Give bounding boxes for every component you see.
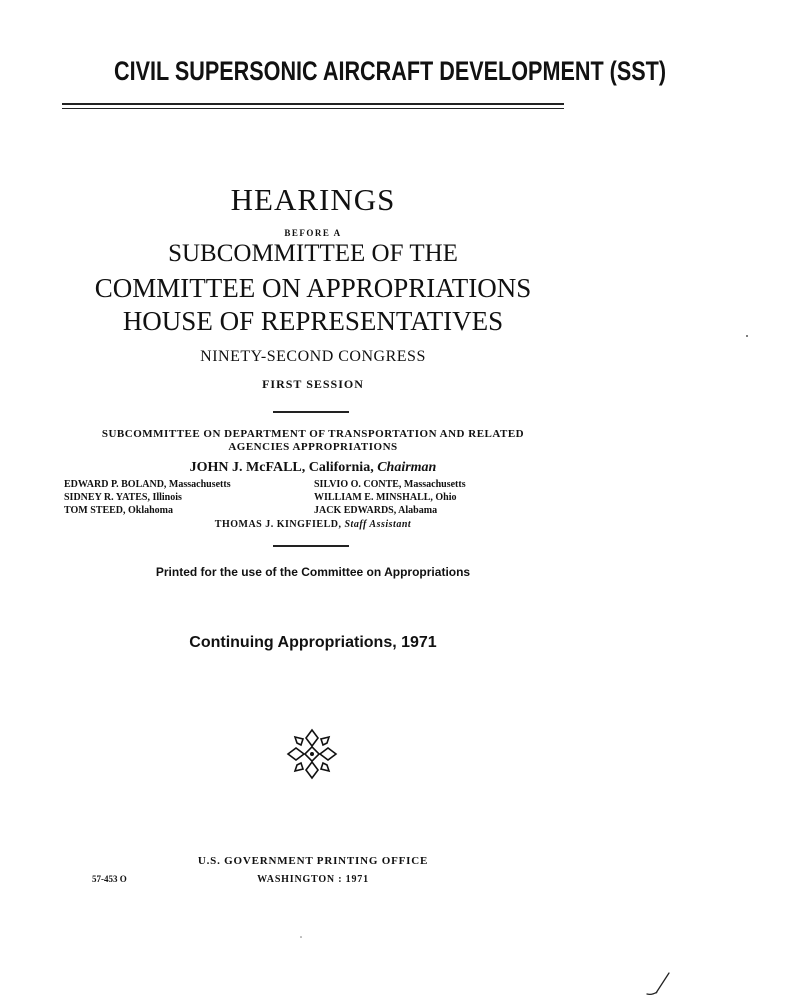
place-date-line: WASHINGTON : 1971 [257,874,369,885]
hearings-heading: HEARINGS [230,182,396,217]
member-name: WILLIAM E. MINSHALL, Ohio [314,492,457,503]
pencil-check-mark [645,970,671,998]
members-right-column [314,478,466,517]
speck-mark [299,935,303,939]
printer-ornament-icon [286,728,338,780]
chairman-name: JOHN J. McFALL, California, [189,460,378,475]
document-subtitle: Continuing Appropriations, 1971 [189,634,437,651]
subcommittee-of-heading: SUBCOMMITTEE OF THE [168,240,458,267]
committee-heading: COMMITTEE ON APPROPRIATIONS [94,273,532,303]
title-double-rule [62,103,564,109]
members-left-column [64,478,231,517]
printer-line: U.S. GOVERNMENT PRINTING OFFICE [197,855,429,867]
staff-title: Staff Assistant [344,519,412,530]
member-name: TOM STEED, Oklahoma [64,505,174,516]
document-title: CIVIL SUPERSONIC AIRCRAFT DEVELOPMENT (SST) [114,56,667,86]
section-rule-top [273,411,349,413]
section-rule-bottom [273,545,349,547]
subcommittee-name-line1: SUBCOMMITTEE ON DEPARTMENT OF TRANSPORTATION AND RELATED [101,428,525,440]
member-name: SILVIO O. CONTE, Massachusetts [314,479,466,490]
member-name: EDWARD P. BOLAND, Massachusetts [64,479,231,490]
congress-text: NINETY-SECOND CONGRESS [200,348,426,365]
session-text: FIRST SESSION [262,377,364,391]
printed-for-note: Printed for the use of the Committee on Appropriations [155,565,471,579]
job-number: 57-453 O [92,874,127,884]
before-a-text: BEFORE A [284,228,342,238]
chairman-line [62,460,564,476]
staff-assistant-line [62,519,564,530]
house-heading: HOUSE OF REPRESENTATIVES [122,306,504,336]
speck-mark [745,334,749,338]
staff-name: THOMAS J. KINGFIELD, [214,519,345,530]
subcommittee-name-line2: AGENCIES APPROPRIATIONS [228,441,398,453]
chairman-title: Chairman [377,460,437,475]
member-name: SIDNEY R. YATES, Illinois [64,492,182,503]
member-name: JACK EDWARDS, Alabama [314,505,438,516]
